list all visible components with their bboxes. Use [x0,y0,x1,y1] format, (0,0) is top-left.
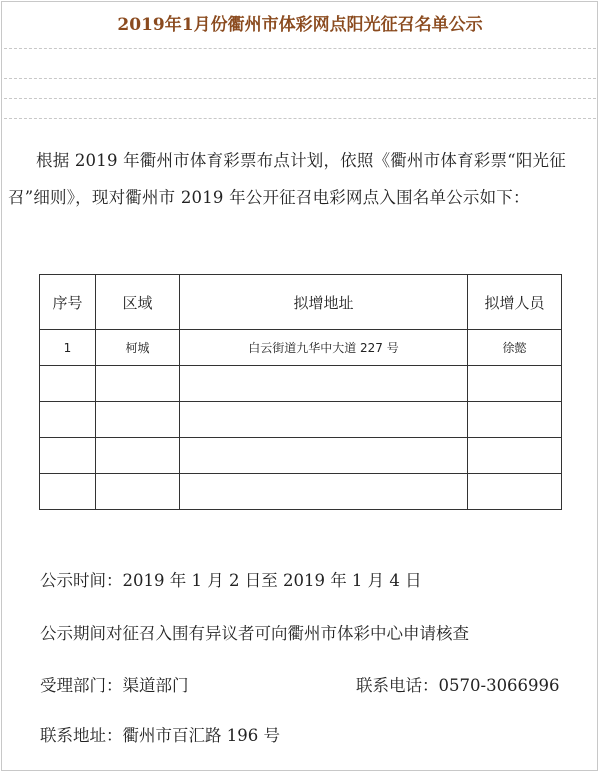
objection-notice: 公示期间对征召入围有异议者可向衢州市体彩中心申请核查 [40,624,469,643]
table-row [40,330,562,366]
divider [4,98,596,99]
header-region: 区域 [96,275,180,330]
cell-address: 白云街道九华中大道 227 号 [180,330,468,366]
contact-phone: 联系电话：0570-3066996 [356,676,560,695]
divider [4,48,596,49]
cell-index [40,438,96,474]
table-header-row [40,275,562,330]
cell-region: 柯城 [96,330,180,366]
cell-person [468,402,562,438]
department-label: 受理部门：渠道部门 [40,676,189,695]
cell-region [96,402,180,438]
cell-person [468,438,562,474]
cell-person [468,474,562,510]
page-title: 2019年1月份衢州市体彩网点阳光征召名单公示 [117,15,483,35]
cell-person: 徐懿 [468,330,562,366]
cell-index [40,366,96,402]
header-address: 拟增地址 [180,275,468,330]
cell-address [180,366,468,402]
notice-time: 公示时间：2019 年 1 月 2 日至 2019 年 1 月 4 日 [40,571,422,590]
header-person: 拟增人员 [468,275,562,330]
cell-region [96,474,180,510]
table-row [40,366,562,402]
divider [4,78,596,79]
table-row [40,402,562,438]
intro-paragraph: 根据 2019 年衢州市体育彩票布点计划，依照《衢州市体育彩票“阳光征召”细则》，现对衢州市 2019 年公开征召电彩网点入围名单公示如下： [8,151,566,207]
cell-index [40,402,96,438]
cell-index: 1 [40,330,96,366]
table-row [40,438,562,474]
cell-address [180,474,468,510]
cell-address [180,438,468,474]
cell-address [180,402,468,438]
divider [4,118,596,119]
cell-region [96,438,180,474]
cell-person [468,366,562,402]
contact-address: 联系地址：衢州市百汇路 196 号 [40,726,280,745]
header-index: 序号 [40,275,96,330]
table-row [40,474,562,510]
cell-index [40,474,96,510]
cell-region [96,366,180,402]
candidate-table [39,274,562,510]
